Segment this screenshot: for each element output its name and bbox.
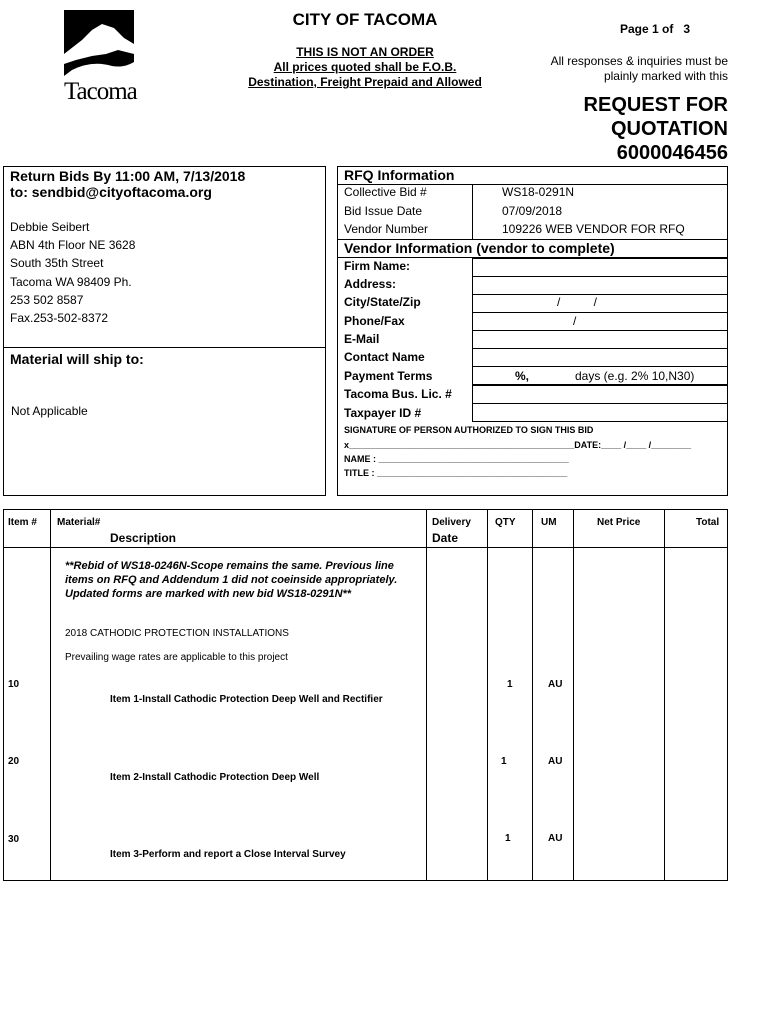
email-field[interactable]: [472, 330, 728, 349]
item-number: 10: [8, 679, 20, 690]
payment-terms-label: Payment Terms: [344, 369, 433, 383]
city-state-zip-separators: / /: [557, 295, 598, 309]
column-divider: [50, 509, 51, 881]
header-um: UM: [541, 517, 557, 528]
rfq-info-title: RFQ Information: [344, 167, 455, 183]
contact-name-label: Contact Name: [344, 350, 425, 364]
column-divider: [532, 509, 533, 881]
collective-bid-label: Collective Bid #: [344, 185, 427, 199]
firm-name-field[interactable]: [472, 258, 728, 277]
city-logo: [62, 10, 136, 114]
phone-fax-field[interactable]: [472, 312, 728, 331]
item-qty: 1: [501, 756, 507, 767]
address-label: Address:: [344, 277, 397, 291]
city-title: CITY OF TACOMA: [292, 10, 438, 29]
city-state-zip-field[interactable]: [472, 294, 728, 313]
prevailing-wage-note: Prevailing wage rates are applicable to this project: [65, 652, 288, 663]
payment-percent: %,: [515, 369, 530, 383]
header-delivery: Delivery: [432, 517, 471, 528]
project-title: 2018 CATHODIC PROTECTION INSTALLATIONS: [65, 628, 289, 639]
phone-fax-label: Phone/Fax: [344, 314, 405, 328]
vendor-number-label: Vendor Number: [344, 222, 429, 236]
header-date: Date: [432, 531, 459, 545]
header-description: Description: [110, 531, 177, 545]
header-total: Total: [696, 517, 720, 528]
column-divider: [573, 509, 574, 881]
name-line[interactable]: NAME : ______________________________________: [344, 454, 569, 464]
signature-line[interactable]: x_____________________________________________DATE:____ /____ /________: [344, 440, 692, 450]
firm-name-label: Firm Name:: [344, 259, 411, 273]
header-qty: QTY: [495, 517, 516, 528]
bid-issue-date-label: Bid Issue Date: [344, 204, 423, 218]
item-qty: 1: [505, 833, 511, 844]
logo-wordmark: Tacoma: [64, 78, 137, 105]
item-description: Item 2-Install Cathodic Protection Deep Well: [110, 772, 320, 783]
business-license-label: Tacoma Bus. Lic. #: [344, 387, 452, 401]
column-divider: [487, 509, 488, 881]
return-bids-box: [3, 166, 326, 496]
city-state-zip-label: City/State/Zip: [344, 295, 421, 309]
business-license-field[interactable]: [472, 385, 728, 404]
divider: [3, 347, 326, 348]
bid-email-link[interactable]: to: sendbid@cityoftacoma.org: [10, 184, 212, 200]
item-number: 30: [8, 834, 20, 845]
header-item: Item #: [8, 517, 37, 528]
rfq-number: 6000046456: [616, 142, 728, 164]
address-field[interactable]: [472, 276, 728, 295]
page-indicator: Page 1 of 3: [620, 22, 691, 36]
item-um: AU: [548, 756, 563, 767]
collective-bid-value: WS18-0291N: [502, 185, 575, 199]
bid-issue-date-value: 07/09/2018: [502, 204, 563, 218]
signature-title: SIGNATURE OF PERSON AUTHORIZED TO SIGN THIS BID: [344, 425, 594, 435]
vendor-info-title: Vendor Information (vendor to complete): [344, 240, 615, 256]
table-header-divider: [3, 547, 728, 548]
ship-to-title: Material will ship to:: [10, 351, 144, 367]
header-material: Material#: [57, 517, 101, 528]
taxpayer-id-label: Taxpayer ID #: [344, 406, 422, 420]
rfq-title: REQUEST FOR QUOTATION 6000046456: [540, 93, 728, 165]
header-net-price: Net Price: [597, 517, 641, 528]
ship-to-value: Not Applicable: [11, 404, 88, 418]
rebid-note: **Rebid of WS18-0246N-Scope remains the same. Previous line items on RFQ and Addendum 1 did not coeinside appropriately. Updated forms are marked with new bid WS18-0291N**: [65, 560, 398, 600]
order-disclaimer: THIS IS NOT AN ORDER All prices quoted shall be F.O.B. Destination, Freight Prepaid and Allowed: [248, 45, 482, 89]
item-description: Item 3-Perform and report a Close Interval Survey: [110, 849, 346, 860]
title-line[interactable]: TITLE : ______________________________________: [344, 468, 568, 478]
contact-address: Debbie Seibert ABN 4th Floor NE 3628 South 35th Street Tacoma WA 98409 Ph. 253 502 8587 Fax.253-502-8372: [10, 220, 136, 326]
item-number: 20: [8, 756, 20, 767]
item-qty: 1: [507, 679, 513, 690]
divider: [472, 184, 473, 239]
item-description: Item 1-Install Cathodic Protection Deep Well and Rectifier: [110, 694, 383, 705]
taxpayer-id-field[interactable]: [472, 403, 728, 422]
item-um: AU: [548, 679, 563, 690]
return-bids-title: Return Bids By 11:00 AM, 7/13/2018 to: sendbid@cityoftacoma.org: [10, 168, 246, 200]
column-divider: [664, 509, 665, 881]
email-label: E-Mail: [344, 332, 380, 346]
phone-fax-separator: /: [573, 314, 577, 328]
column-divider: [426, 509, 427, 881]
contact-name-field[interactable]: [472, 348, 728, 367]
vendor-number-value: 109226 WEB VENDOR FOR RFQ: [502, 222, 685, 236]
responses-note: All responses & inquiries must be plainly marked with this: [550, 54, 728, 83]
item-um: AU: [548, 833, 563, 844]
payment-days: days (e.g. 2% 10,N30): [575, 369, 695, 383]
